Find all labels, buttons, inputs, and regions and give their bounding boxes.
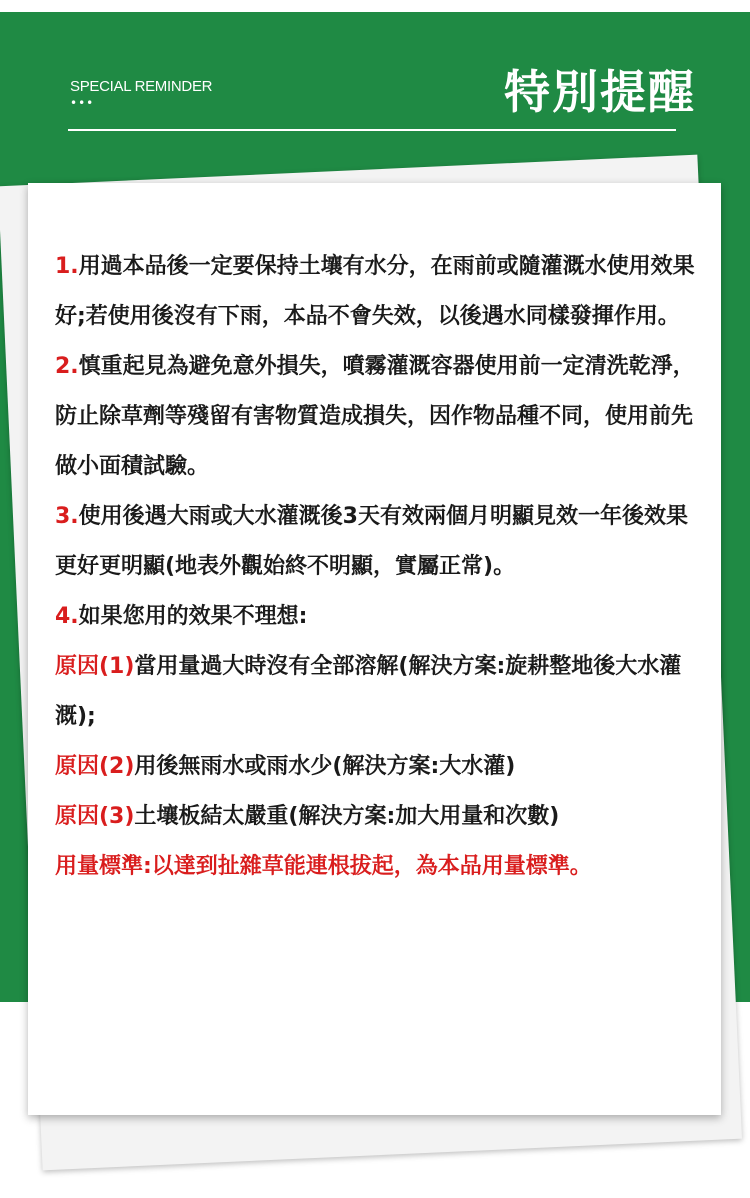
reminder-item-2 [55, 342, 705, 492]
reason-label: 原因(1) [55, 654, 135, 679]
item-number: 2. [55, 354, 79, 379]
reason-2 [55, 742, 705, 792]
header-subtitle: SPECIAL REMINDER [70, 78, 213, 95]
reason-3 [55, 792, 705, 842]
reason-text: 土壤板結太嚴重(解決方案:加大用量和次數) [134, 804, 560, 829]
reminder-item-3 [55, 492, 705, 592]
item-text: 用過本品後一定要保持土壤有水分，在雨前或隨灌溉水使用效果好;若使用後沒有下雨，本品不會失效，以後遇水同樣發揮作用。 [55, 254, 695, 329]
item-text: 慎重起見為避免意外損失，噴霧灌溉容器使用前一定清洗乾淨，防止除草劑等殘留有害物質造成損失，因作物品種不同，使用前先做小面積試驗。 [55, 354, 695, 479]
reason-label: 原因(3) [55, 804, 135, 829]
reason-label: 原因(2) [55, 754, 135, 779]
dosage-standard: 用量標準:以達到扯雜草能連根拔起，為本品用量標準。 [55, 854, 592, 879]
header-dots: ••• [70, 96, 95, 110]
header-divider [68, 129, 676, 131]
reminder-content [55, 242, 705, 892]
page-title: 特別提醒 [504, 65, 696, 119]
item-text: 使用後遇大雨或大水灌溉後3天有效兩個月明顯見效一年後效果更好更明顯(地表外觀始終不明顯，實屬正常)。 [55, 504, 688, 579]
item-number: 4. [55, 604, 79, 629]
reminder-item-4 [55, 592, 705, 642]
reason-text: 用後無雨水或雨水少(解決方案:大水灌) [134, 754, 516, 779]
item-number: 1. [55, 254, 79, 279]
item-number: 3. [55, 504, 79, 529]
reason-text: 當用量過大時沒有全部溶解(解決方案:旋耕整地後大水灌溉); [55, 654, 682, 729]
item-text: 如果您用的效果不理想: [78, 604, 308, 629]
reminder-item-1 [55, 242, 705, 342]
reason-1 [55, 642, 705, 742]
